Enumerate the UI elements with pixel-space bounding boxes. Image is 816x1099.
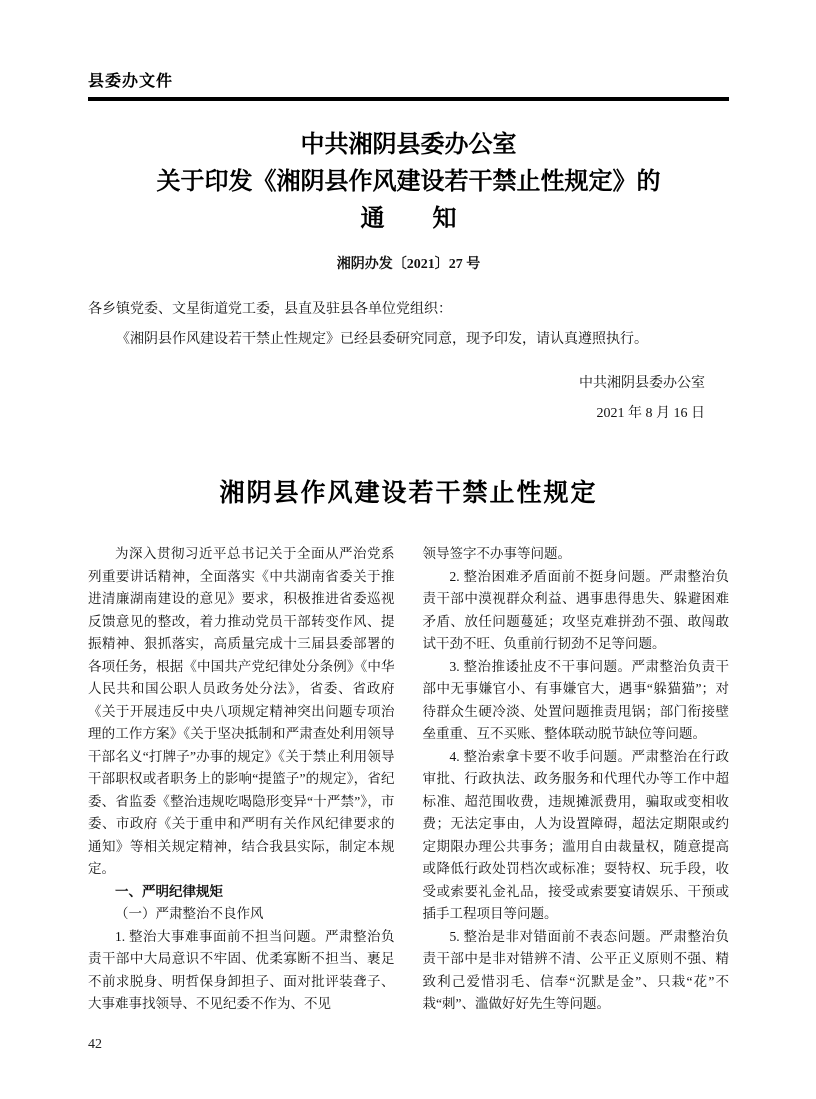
notice-title [88,127,729,238]
signature-org: 中共湘阴县委办公室 [579,376,705,391]
signature-block [88,369,729,429]
notice-paragraph: 《湘阴县作风建设若干禁止性规定》已经县委研究同意，现予印发，请认真遵照执行。 [116,332,648,347]
doc-number: 湘阴办发〔2021〕27 号 [336,257,481,272]
paragraph-item-4: 4. 整治索拿卡要不收手问题。严肃整治在行政审批、行政执法、政务服务和代理代办等工作中超标准、超范围收费，违规摊派费用，骗取或变相收费；无法定事由，人为设置障碍，超法定期限或约定期限办理公共事务；滥用自由裁量权，随意提高或降低行政处罚档次或标准；耍特权、玩手段，收受或索要礼金礼品，接受或索要宴请娱乐、干预或插手工程项目等问题。 [422,748,729,921]
notice-title-line-2: 关于印发《湘阴县作风建设若干禁止性规定》的 [156,169,661,195]
paragraph-item-1: 1. 整治大事难事面前不担当问题。严肃整治负责干部中大局意识不牢固、优柔寡断不担当、裹足不前求脱身、明哲保身卸担子、面对批评装聋子、大事难事找领导、不见纪委不作为、不见 [88,928,395,1011]
signature-date: 2021 年 8 月 16 日 [596,406,705,421]
paragraph-item-2: 2. 整治困难矛盾面前不挺身问题。严肃整治负责干部中漠视群众利益、遇事患得患失、躲避困难矛盾、放任问题蔓延；攻坚克难拼劲不强、敢闯敢试干劲不旺、负重前行韧劲不足等问题。 [422,568,729,651]
page-number: 42 [88,1037,102,1052]
notice-title-line-1: 中共湘阴县委办公室 [300,132,517,158]
salutation: 各乡镇党委、文星街道党工委，县直及驻县各单位党组织： [88,302,452,317]
subsection-heading: （一）严肃整治不良作风 [115,906,264,921]
two-column-text [88,543,729,1016]
left-column [88,543,395,1016]
header-rule [88,97,729,101]
regulation-title: 湘阴县作风建设若干禁止性规定 [219,480,598,507]
right-column [423,543,730,1016]
section-heading: 一、严明纪律规矩 [115,883,223,899]
paragraph-item-5: 5. 整治是非对错面前不表态问题。严肃整治负责干部中是非对错辨不清、公平正义原则不强、精致利己爱惜羽毛、信奉“沉默是金”、只栽“花”不栽“刺”、滥做好好先生等问题。 [422,928,729,1011]
notice-title-line-3: 通 知 [360,206,457,232]
notice-body [88,295,729,355]
header-label: 县委办文件 [88,73,174,90]
paragraph-preamble: 为深入贯彻习近平总书记关于全面从严治党系列重要讲话精神，全面落实《中共湖南省委关于推进清廉湖南建设的意见》要求，积极推进省委巡视反馈意见的整改，着力推动党员干部转变作风、提振精神、狠抓落实，高质量完成十三届县委部署的各项任务，根据《中国共产党纪律处分条例》《中华人民共和国公职人员政务处分法》，省委、省政府《关于开展违反中央八项规定精神突出问题专项治理的工作方案》《关于坚决抵制和严肃查处利用领导干部名义“打牌子”办事的规定》《关于禁止利用领导干部职权或者职务上的影响“提篮子”的规定》，省纪委、省监委《整治违规吃喝隐形变异“十严禁”》，市委、市政府《关于重申和严明有关作风纪律要求的通知》等相关规定精神，结合我县实际，制定本规定。 [88,546,395,876]
paragraph-item-3: 3. 整治推诿扯皮不干事问题。严肃整治负责干部中无事嫌官小、有事嫌官大，遇事“躲猫猫”；对待群众生硬冷淡、处置问题推责甩锅；部门衔接壁垒重重、互不买账、整体联动脱节缺位等问题。 [422,658,729,741]
paragraph-item-1-continued: 领导签字不办事等问题。 [422,546,571,561]
